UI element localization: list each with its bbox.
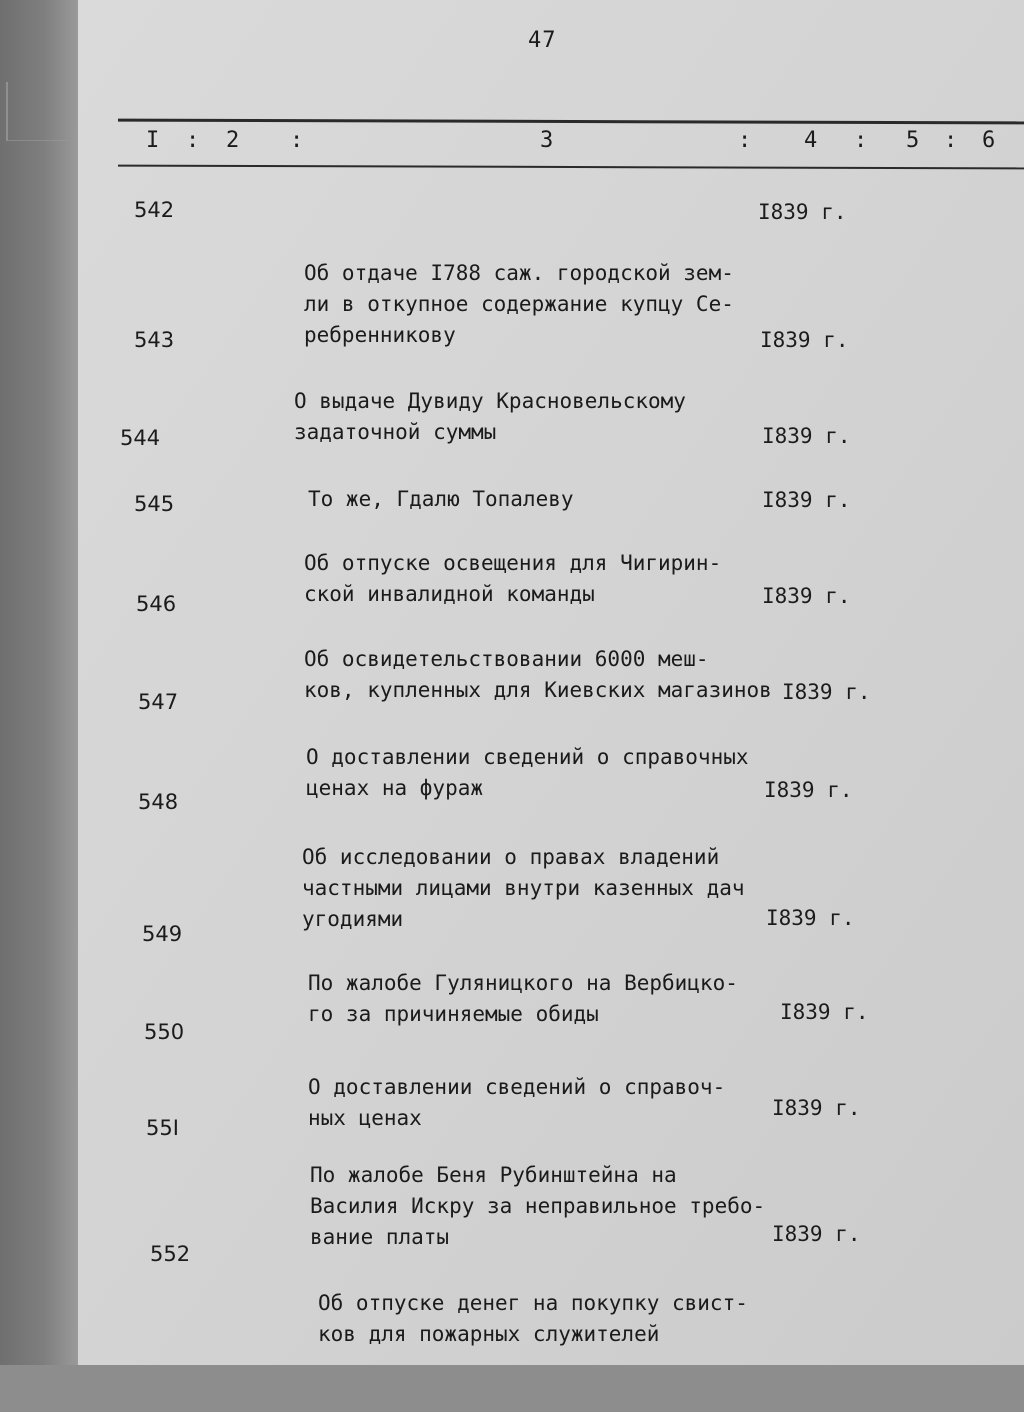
entry-title: Об отпуске денег на покупку свист- ков для пожарных служителей: [318, 1291, 748, 1346]
entry-title: О доставлении сведений о справоч- ных ценах: [308, 1075, 726, 1130]
entry-date: I839 г.: [764, 778, 853, 802]
entry-title: О выдаче Дувиду Красновельскому задаточной суммы: [294, 389, 686, 444]
entry-date: I839 г.: [780, 1000, 869, 1024]
entry-number: 542: [134, 198, 175, 222]
left-page-edge: [0, 0, 78, 1365]
entry-title: То же, Гдалю Топалеву: [308, 487, 574, 511]
entry-date: I839 г.: [782, 680, 871, 704]
page-number: 47: [528, 28, 557, 53]
column-header-separator: :: [186, 128, 200, 153]
column-header-separator: :: [290, 128, 304, 153]
entry-date: I839 г.: [760, 328, 849, 352]
entry-title: Об исследовании о правах владений частными лицами внутри казенных дач угодиями: [302, 845, 745, 931]
column-header-separator: :: [854, 128, 868, 153]
header-rule-bottom: [118, 165, 1024, 170]
entry-title: По жалобе Беня Рубинштейна на Василия Искру за неправильное требо- вание платы: [310, 1163, 766, 1249]
entry-number: 549: [142, 922, 183, 946]
entry-number: 548: [138, 790, 179, 814]
entry-date: I839 г.: [766, 906, 855, 930]
entry-title: О доставлении сведений о справочных ценах на фураж: [306, 745, 749, 800]
entry-number: 545: [134, 492, 175, 516]
column-header-6: 6: [982, 128, 996, 153]
entry-title: Об освидетельствовании 6000 меш- ков, купленных для Киевских магазинов: [304, 647, 772, 702]
entry-number: 546: [136, 592, 177, 616]
entry-title: Об отдаче I788 саж. городской зем- ли в откупное содержание купцу Се- ребренникову: [304, 261, 734, 347]
entry-number: 552: [150, 1242, 191, 1266]
entry-number: 550: [144, 1020, 185, 1044]
header-rule-top: [118, 119, 1024, 125]
column-header-2: 2: [226, 128, 240, 153]
entry-date: I839 г.: [762, 424, 851, 448]
entry-number: 55I: [146, 1116, 179, 1140]
left-page-mark: [6, 82, 68, 141]
document-page: [78, 0, 1024, 1365]
entry-date: I839 г.: [762, 584, 851, 608]
column-header-5: 5: [906, 128, 920, 153]
entry-number: 547: [138, 690, 179, 714]
entry-date: I839 г.: [762, 488, 851, 512]
entry-title: Об отпуске освещения для Чигирин- ской инвалидной команды: [304, 551, 722, 606]
column-header-separator: :: [738, 128, 752, 153]
entry-number: 543: [134, 328, 175, 352]
column-header-3: 3: [540, 128, 554, 153]
column-header-4: 4: [804, 128, 818, 153]
entry-date: I839 г.: [758, 200, 847, 224]
column-header-1: I: [146, 128, 160, 153]
entry-date: I839 г.: [772, 1222, 861, 1246]
entry-title: По жалобе Гуляницкого на Вербицко- го за причиняемые обиды: [308, 971, 738, 1026]
entry-number: 544: [120, 426, 161, 450]
column-header-separator: :: [944, 128, 958, 153]
entry-date: I839 г.: [772, 1096, 861, 1120]
